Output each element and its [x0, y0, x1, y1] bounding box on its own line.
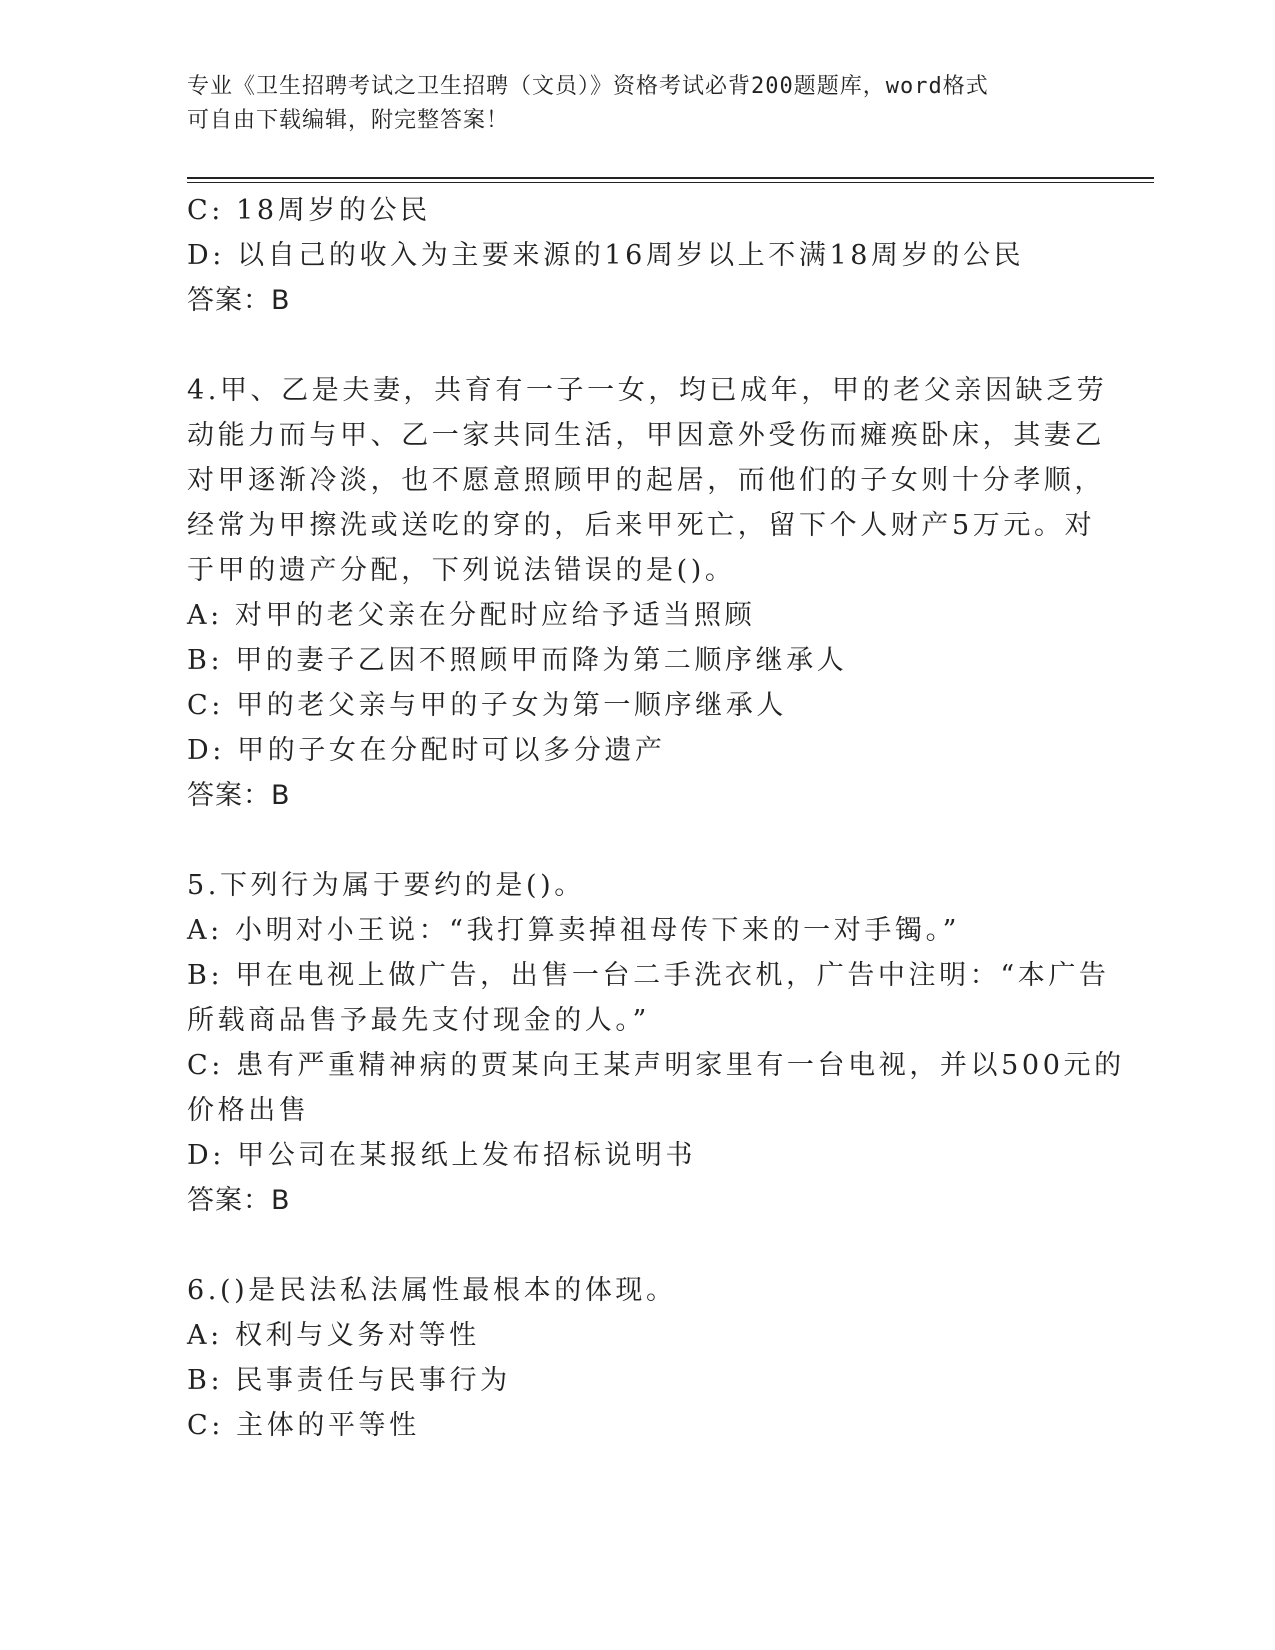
spacer: [187, 1223, 1087, 1268]
option-c: C: 患有严重精神病的贾某向王某声明家里有一台电视，并以500元的: [187, 1050, 1125, 1081]
option-d: D: 甲的子女在分配时可以多分遗产: [187, 735, 666, 766]
option-b: B: 甲的妻子乙因不照顾甲而降为第二顺序继承人: [187, 645, 848, 676]
question-list: [187, 188, 1125, 1448]
question-stem-line: 4.甲、乙是夫妻，共育有一子一女，均已成年，甲的老父亲因缺乏劳: [187, 375, 1108, 406]
option-a: A: 对甲的老父亲在分配时应给予适当照顾: [187, 600, 756, 631]
question-block-5: [187, 863, 1125, 1223]
option-c: C: 主体的平等性: [187, 1410, 420, 1441]
answer-line: 答案：B: [187, 780, 291, 811]
header-divider-thick: [187, 177, 1154, 179]
option-b-continued: 所载商品售予最先支付现金的人。”: [187, 1005, 650, 1036]
answer-line: 答案：B: [187, 1185, 291, 1216]
header-divider-thin: [187, 182, 1154, 183]
answer-line: 答案：B: [187, 285, 291, 316]
question-stem: 6.()是民法私法属性最根本的体现。: [187, 1275, 677, 1306]
page-header: [187, 70, 1067, 138]
option-a: A: 小明对小王说：“我打算卖掉祖母传下来的一对手镯。”: [187, 915, 961, 946]
option-a: A: 权利与义务对等性: [187, 1320, 480, 1351]
question-stem-line: 经常为甲擦洗或送吃的穿的，后来甲死亡，留下个人财产5万元。对: [187, 510, 1096, 541]
spacer: [187, 818, 1087, 863]
question-block-4: [187, 368, 1108, 818]
option-d: D: 甲公司在某报纸上发布招标说明书: [187, 1140, 697, 1171]
question-block-6: [187, 1268, 1087, 1448]
option-c-continued: 价格出售: [187, 1095, 310, 1126]
option-d: D: 以自己的收入为主要来源的16周岁以上不满18周岁的公民: [187, 240, 1025, 271]
question-stem-line: 动能力而与甲、乙一家共同生活，甲因意外受伤而瘫痪卧床，其妻乙: [187, 420, 1105, 451]
option-c: C: 18周岁的公民: [187, 195, 431, 226]
question-stem-line: 对甲逐渐冷淡，也不愿意照顾甲的起居，而他们的子女则十分孝顺，: [187, 465, 1105, 496]
question-stem-line: 于甲的遗产分配，下列说法错误的是()。: [187, 555, 736, 586]
question-block-prev: [187, 188, 1087, 323]
option-b: B: 甲在电视上做广告，出售一台二手洗衣机，广告中注明：“本广告: [187, 960, 1110, 991]
question-stem: 5.下列行为属于要约的是()。: [187, 870, 585, 901]
option-b: B: 民事责任与民事行为: [187, 1365, 511, 1396]
option-c: C: 甲的老父亲与甲的子女为第一顺序继承人: [187, 690, 787, 721]
header-title-line-2: 可自由下载编辑，附完整答案！: [187, 108, 510, 133]
header-title-line-1: 专业《卫生招聘考试之卫生招聘（文员）》资格考试必背200题题库，word格式: [187, 74, 989, 99]
spacer: [187, 323, 1087, 368]
